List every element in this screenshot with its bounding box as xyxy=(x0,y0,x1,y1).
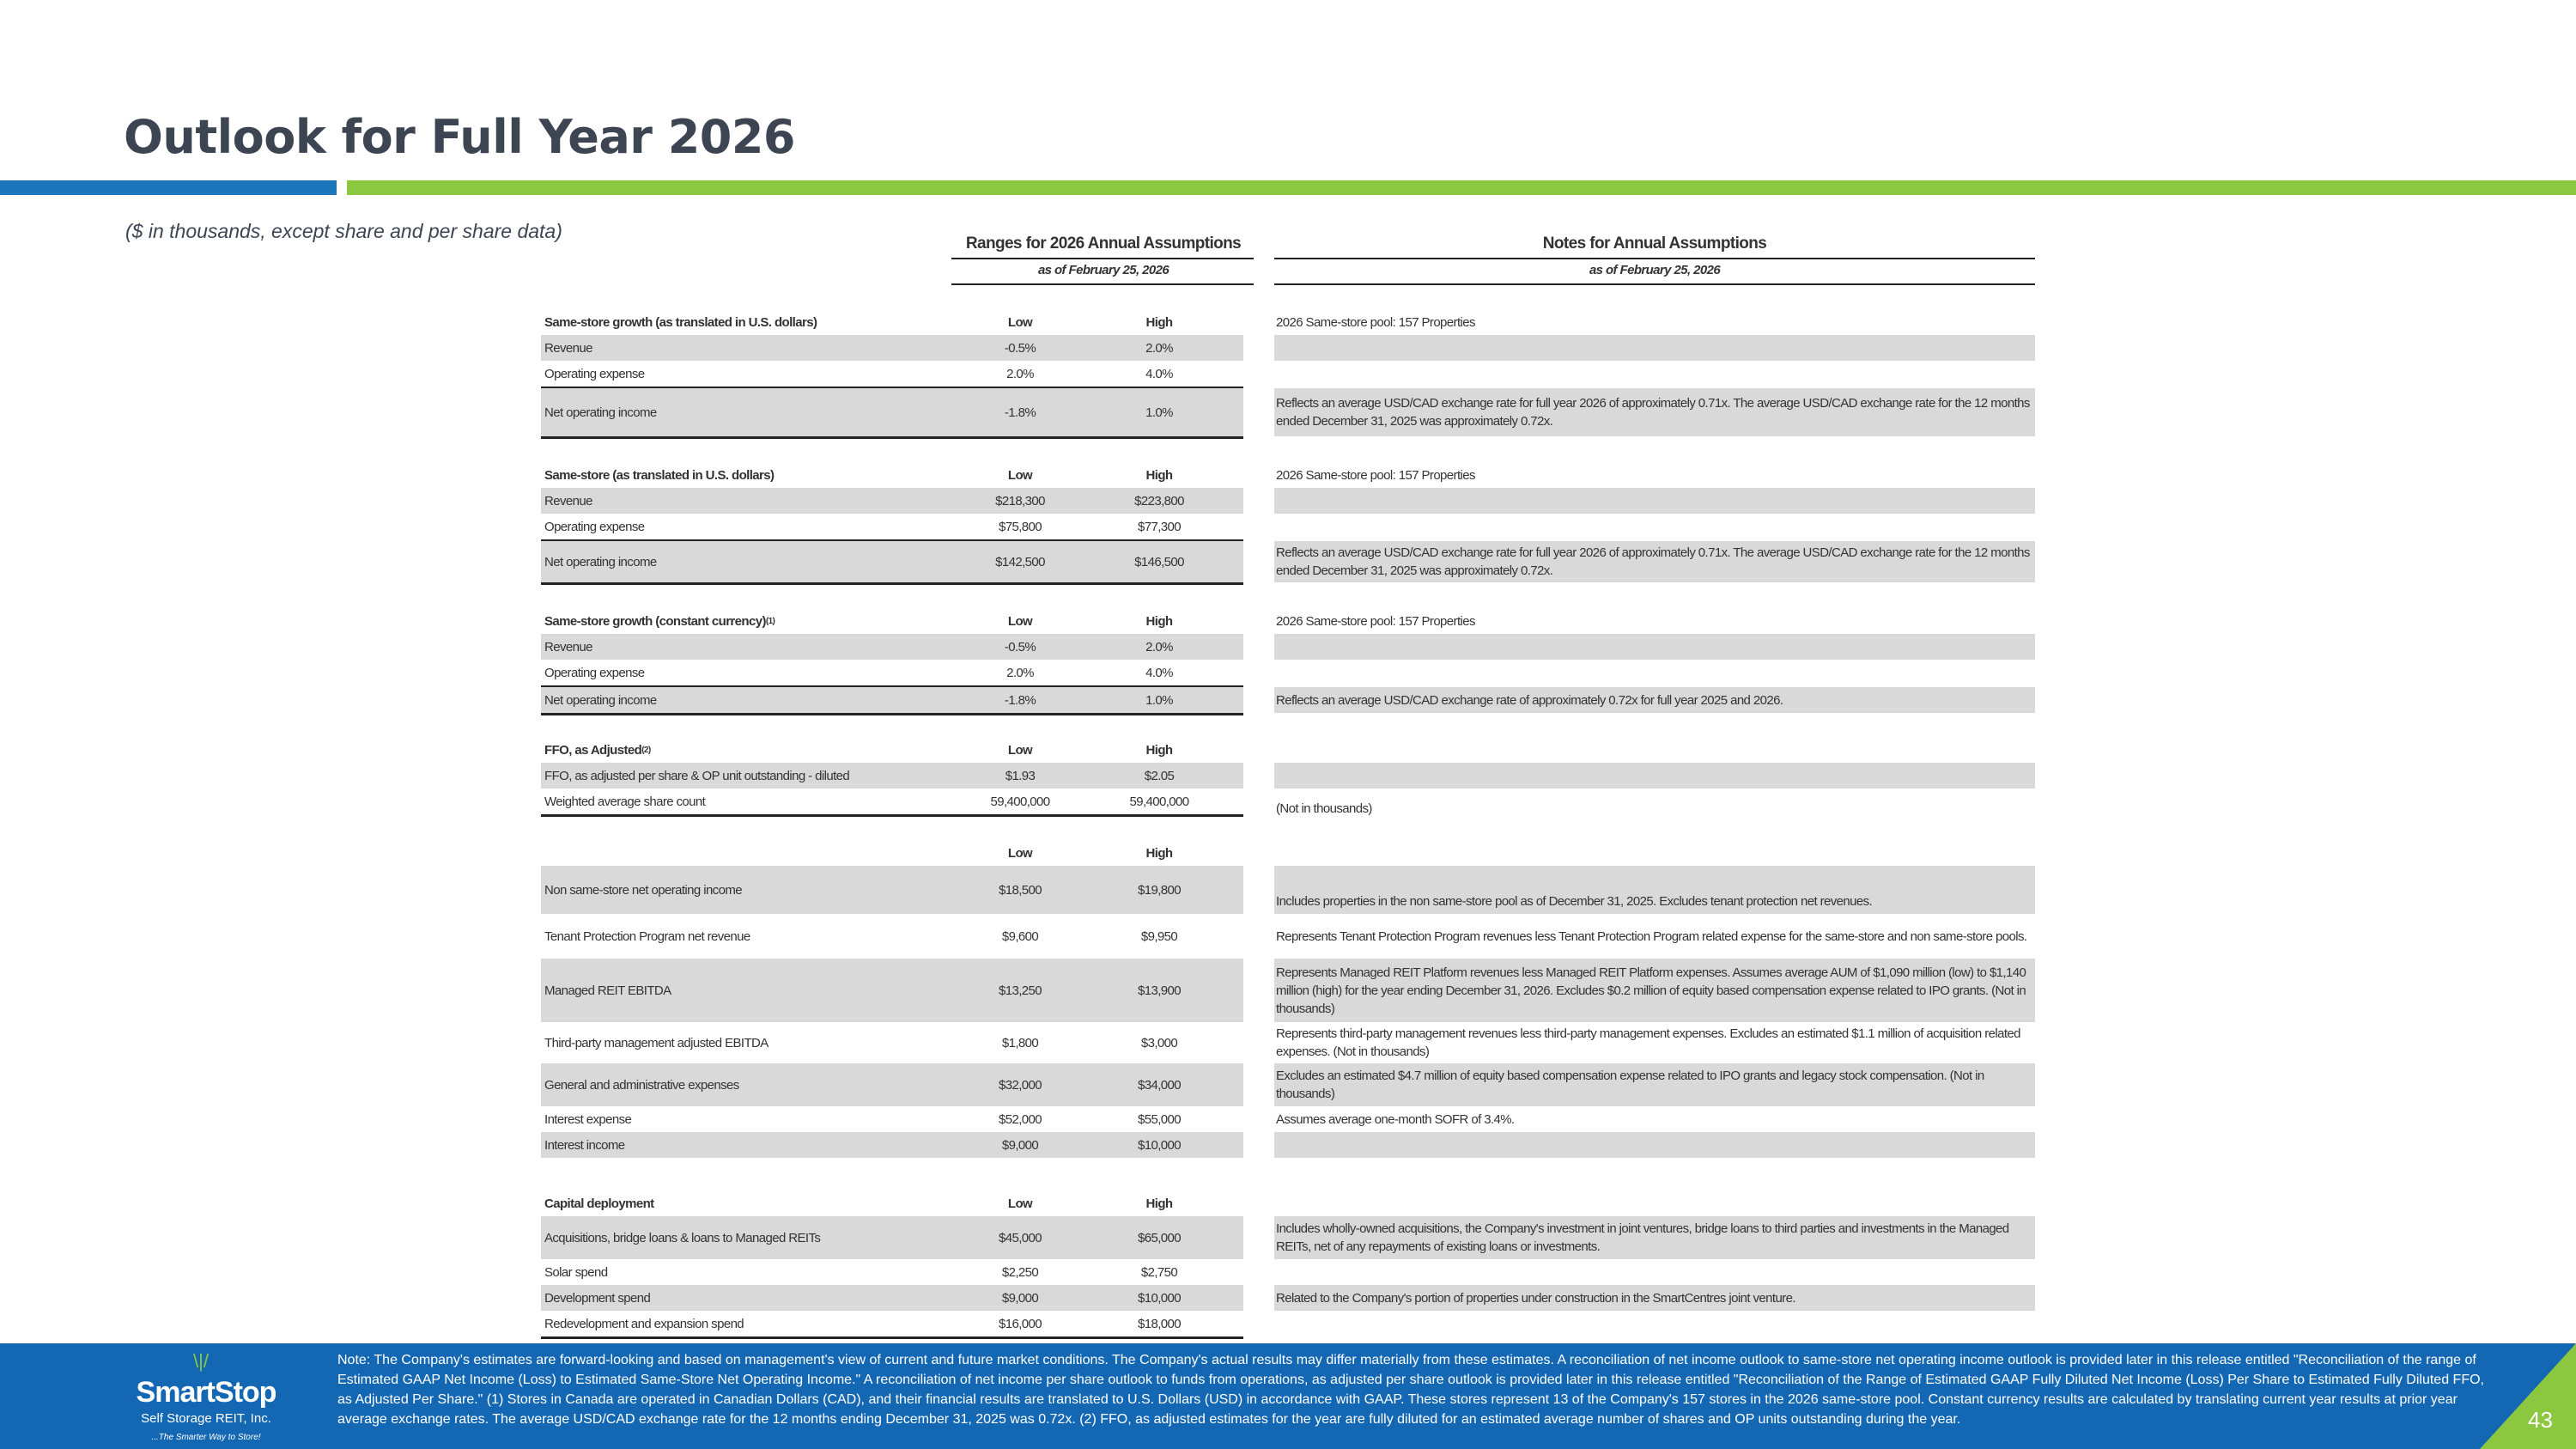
low-value: $2,250 xyxy=(1001,1264,1039,1280)
footnote-text: Note: The Company's estimates are forward-looking and based on management's view of current and future market conditions. The Company's actual results may differ materially from these estimates. A reconciliation of net income outlook to same-store net operating income outlook is provided later in this release entitled "Reconciliation of the range of Estimated GAAP Net Income (Loss) to Estimated Same-Store Net Operating Income." A reconciliation of net income per share outlook to funds from operations, as adjusted per share outlook is provided later in this release entitled "Reconciliation of the Range of Estimated GAAP Fully Diluted Net Income (Loss) Per Share to Estimated Fully Diluted FFO, as Adjusted Per Share." (1) Stores in Canada are operated in Canadian Dollars (CAD), and their financial results are translated to U.S. Dollars (USD) in accordance with GAAP. These stores represent 13 of the Company's 157 stores in the 2026 same-store pool. Constant currency results are calculated by translating current year results at prior year average exchange rates. The average USD/CAD exchange rate for the 12 months ending December 31, 2025 was 0.72x. (2) FFO, as adjusted estimates for the year are fully diluted for an estimated average number of shares and OP units outstanding during the year. xyxy=(337,1353,2484,1427)
high-value: $34,000 xyxy=(1137,1077,1182,1093)
high-value: 59,400,000 xyxy=(1129,794,1189,809)
high-value: $65,000 xyxy=(1137,1230,1182,1245)
row-label: Tenant Protection Program net revenue xyxy=(544,928,750,944)
table-row xyxy=(541,1311,2035,1336)
high-header: High xyxy=(1145,314,1173,330)
high-value: 2.0% xyxy=(1145,639,1173,654)
row-label: Solar spend xyxy=(544,1264,608,1280)
low-value: -0.5% xyxy=(1004,340,1036,356)
low-header: Low xyxy=(1007,613,1033,629)
low-value: $32,000 xyxy=(998,1077,1042,1093)
low-value: $9,000 xyxy=(1001,1290,1039,1306)
low-value: $9,600 xyxy=(1001,928,1039,944)
low-value: $16,000 xyxy=(998,1316,1042,1331)
page-number: 43 xyxy=(2528,1407,2553,1433)
high-header: High xyxy=(1145,613,1173,629)
row-label: General and administrative expenses xyxy=(544,1077,739,1093)
low-value: -0.5% xyxy=(1004,639,1036,654)
section-title: Same-store growth (constant currency) (1) xyxy=(544,613,775,629)
row-note: Represents Managed REIT Platform revenues less Managed REIT Platform expenses. Assumes average AUM of $1,090 million (low) to $1,140 million (high) for the year ending December 31, 2026. Excludes $0.2 million of equity based compensation expense related to IPO grants. (Not in thousands) xyxy=(1276,965,2026,1016)
high-value: $55,000 xyxy=(1137,1111,1182,1127)
row-label: Operating expense xyxy=(544,665,645,680)
high-header: High xyxy=(1145,742,1173,758)
row-label: Development spend xyxy=(544,1290,651,1306)
row-note: Includes properties in the non same-store pool as of December 31, 2025. Excludes tenant protection net revenues. xyxy=(1276,894,1873,909)
section-title: Same-store (as translated in U.S. dollars) xyxy=(544,467,775,483)
footnote-marker: (2) xyxy=(641,745,651,755)
table-row xyxy=(541,866,2035,914)
row-note: Reflects an average USD/CAD exchange rate for full year 2026 of approximately 0.71x. The average USD/CAD exchange rate for the 12 months ended December 31, 2025 was approximately 0.72x. xyxy=(1276,545,2030,578)
high-value: $18,000 xyxy=(1137,1316,1182,1331)
low-value: $13,250 xyxy=(998,983,1042,998)
section-header-row xyxy=(541,840,2035,866)
table-row xyxy=(541,361,2035,387)
row-note: Excludes an estimated $4.7 million of equity based compensation expense related to IPO grants and legacy stock compensation. (Not in thousands) xyxy=(1276,1068,1984,1101)
notes-date-rule xyxy=(1274,283,2035,285)
low-value: $18,500 xyxy=(998,882,1042,898)
table-row xyxy=(541,788,2035,814)
section-header-row xyxy=(541,1190,2035,1216)
low-header: Low xyxy=(1007,742,1033,758)
high-value: 2.0% xyxy=(1145,340,1173,356)
table-row xyxy=(541,488,2035,514)
section-title: FFO, as Adjusted (2) xyxy=(544,742,651,758)
accent-bar-blue xyxy=(0,180,337,195)
low-value: $45,000 xyxy=(998,1230,1042,1245)
logo-subtitle: Self Storage REIT, Inc. xyxy=(141,1411,271,1426)
high-value: $146,500 xyxy=(1134,554,1184,569)
high-value: $2.05 xyxy=(1144,768,1175,783)
row-label: Revenue xyxy=(544,639,592,654)
row-note: Represents Tenant Protection Program revenues less Tenant Protection Program related expense for the same-store and non same-store pools. xyxy=(1276,928,2027,944)
ranges-header: Ranges for 2026 Annual Assumptions xyxy=(965,234,1242,253)
high-value: $9,950 xyxy=(1140,928,1178,944)
low-value: -1.8% xyxy=(1004,405,1036,420)
low-header: Low xyxy=(1007,314,1033,330)
table-row xyxy=(541,541,2035,582)
row-label: Net operating income xyxy=(544,554,657,569)
ranges-date-rule xyxy=(951,283,1254,285)
low-header: Low xyxy=(1007,467,1033,483)
pool-note: 2026 Same-store pool: 157 Properties xyxy=(1276,467,1475,483)
table-row xyxy=(541,1259,2035,1285)
row-label: Interest expense xyxy=(544,1111,632,1127)
ranges-header-rule xyxy=(951,258,1254,259)
section-header-row xyxy=(541,462,2035,488)
table-row xyxy=(541,1216,2035,1259)
section-title: Capital deployment xyxy=(544,1196,654,1211)
row-label: Revenue xyxy=(544,493,592,508)
low-value: -1.8% xyxy=(1004,692,1036,708)
low-value: $9,000 xyxy=(1001,1137,1039,1153)
high-header: High xyxy=(1145,467,1173,483)
company-logo xyxy=(120,1350,292,1445)
low-value: $1,800 xyxy=(1001,1035,1039,1050)
pool-note: 2026 Same-store pool: 157 Properties xyxy=(1276,314,1475,330)
table-row xyxy=(541,514,2035,539)
high-value: 4.0% xyxy=(1145,665,1173,680)
row-label: Third-party management adjusted EBITDA xyxy=(544,1035,769,1050)
logo-tagline: ...The Smarter Way to Store! xyxy=(151,1433,261,1442)
logo-brand: SmartStop xyxy=(136,1376,276,1409)
low-value: 2.0% xyxy=(1006,665,1034,680)
notes-header: Notes for Annual Assumptions xyxy=(1542,234,1767,253)
table-row xyxy=(541,1063,2035,1106)
high-header: High xyxy=(1145,1196,1173,1211)
low-value: $218,300 xyxy=(995,493,1045,508)
low-value: $1.93 xyxy=(1005,768,1036,783)
table-row xyxy=(541,660,2035,685)
row-label: Interest income xyxy=(544,1137,625,1153)
table-row xyxy=(541,914,2035,959)
page-title: Outlook for Full Year 2026 xyxy=(124,110,795,164)
high-value: $77,300 xyxy=(1137,519,1182,534)
table-row xyxy=(541,687,2035,713)
row-label: Redevelopment and expansion spend xyxy=(544,1316,744,1331)
section-title: Same-store growth (as translated in U.S. dollars) xyxy=(544,314,817,330)
low-value: $75,800 xyxy=(998,519,1042,534)
row-note: Includes wholly-owned acquisitions, the Company's investment in joint ventures, bridge loans to third parties and investments in the Managed REITs, net of any repayments of existing loans or investments. xyxy=(1276,1221,2009,1254)
section-header-row xyxy=(541,737,2035,763)
high-value: 1.0% xyxy=(1145,405,1173,420)
row-label: Net operating income xyxy=(544,692,657,708)
row-label: Acquisitions, bridge loans & loans to Managed REITs xyxy=(544,1230,821,1245)
section-header-row xyxy=(541,309,2035,335)
row-label: Non same-store net operating income xyxy=(544,882,742,898)
pool-note: 2026 Same-store pool: 157 Properties xyxy=(1276,613,1475,629)
table-row xyxy=(541,1132,2035,1158)
notes-date: as of February 25, 2026 xyxy=(1589,263,1721,277)
row-label: Revenue xyxy=(544,340,592,356)
table-row xyxy=(541,335,2035,361)
notes-header-rule xyxy=(1274,258,2035,259)
row-label: Operating expense xyxy=(544,366,645,381)
units-note: ($ in thousands, except share and per share data) xyxy=(125,220,562,242)
high-value: 4.0% xyxy=(1145,366,1173,381)
accent-bar-green xyxy=(347,180,2576,195)
row-note: Related to the Company's portion of properties under construction in the SmartCentres joint venture. xyxy=(1276,1290,1795,1306)
row-note: Represents third-party management revenues less third-party management expenses. Excludes an estimated $1.1 million of acquisition related expenses. (Not in thousands) xyxy=(1276,1026,2020,1059)
row-label: FFO, as adjusted per share & OP unit outstanding - diluted xyxy=(544,768,850,783)
row-label: Managed REIT EBITDA xyxy=(544,983,671,998)
row-label: Weighted average share count xyxy=(544,794,706,809)
low-value: 59,400,000 xyxy=(990,794,1050,809)
low-value: $52,000 xyxy=(998,1111,1042,1127)
high-value: $10,000 xyxy=(1137,1290,1182,1306)
low-value: $142,500 xyxy=(995,554,1045,569)
table-row xyxy=(541,388,2035,436)
row-label: Operating expense xyxy=(544,519,645,534)
ranges-date: as of February 25, 2026 xyxy=(1037,263,1170,277)
high-value: 1.0% xyxy=(1145,692,1173,708)
section-header-row xyxy=(541,608,2035,634)
low-header: Low xyxy=(1007,845,1033,861)
row-note: Assumes average one-month SOFR of 3.4%. xyxy=(1276,1111,1515,1127)
high-value: $223,800 xyxy=(1134,493,1184,508)
table-row xyxy=(541,634,2035,660)
low-header: Low xyxy=(1007,1196,1033,1211)
low-value: 2.0% xyxy=(1006,366,1034,381)
footnote-marker: (1) xyxy=(765,616,775,626)
table-row xyxy=(541,763,2035,788)
high-value: $13,900 xyxy=(1137,983,1182,998)
row-note: Reflects an average USD/CAD exchange rate of approximately 0.72x for full year 2025 and 2026. xyxy=(1276,692,1783,708)
logo-spark-icon: \|/ xyxy=(193,1350,209,1372)
row-note: (Not in thousands) xyxy=(1276,801,1372,816)
table-row xyxy=(541,959,2035,1022)
table-row xyxy=(541,1106,2035,1132)
row-label: Net operating income xyxy=(544,405,657,420)
high-value: $2,750 xyxy=(1140,1264,1178,1280)
row-note: Reflects an average USD/CAD exchange rate for full year 2026 of approximately 0.71x. The average USD/CAD exchange rate for the 12 months ended December 31, 2025 was approximately 0.72x. xyxy=(1276,396,2030,429)
high-header: High xyxy=(1145,845,1173,861)
high-value: $10,000 xyxy=(1137,1137,1182,1153)
high-value: $3,000 xyxy=(1140,1035,1178,1050)
table-row xyxy=(541,1285,2035,1311)
table-row xyxy=(541,1022,2035,1063)
high-value: $19,800 xyxy=(1137,882,1182,898)
